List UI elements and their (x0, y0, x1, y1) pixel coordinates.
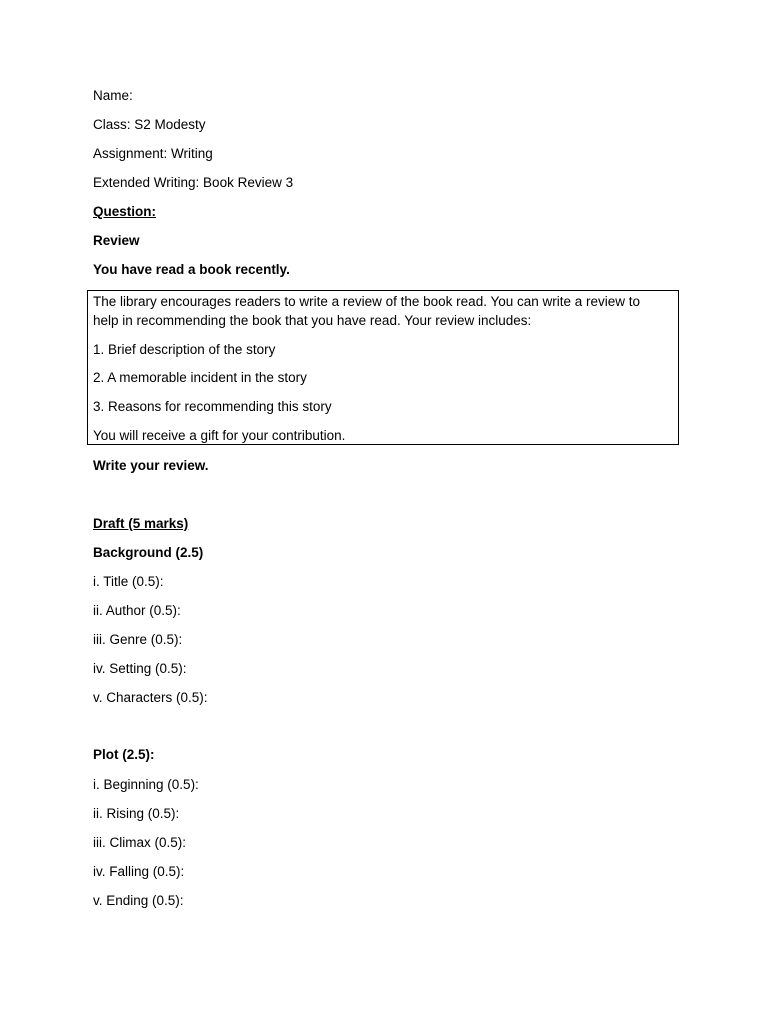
background-item: i. Title (0.5): (93, 574, 164, 589)
assignment-label: Assignment: Writing (93, 146, 213, 161)
task-box-item: 2. A memorable incident in the story (93, 370, 307, 385)
task-box-item: 3. Reasons for recommending this story (93, 399, 332, 414)
name-label: Name: (93, 88, 133, 103)
instruction-text: Write your review. (93, 458, 209, 473)
background-item: iii. Genre (0.5): (93, 632, 183, 647)
question-heading: Question: (93, 204, 156, 219)
background-item: v. Characters (0.5): (93, 690, 208, 705)
plot-item: v. Ending (0.5): (93, 893, 184, 908)
task-box-item: 1. Brief description of the story (93, 342, 276, 357)
task-box-closing: You will receive a gift for your contribution. (93, 428, 346, 443)
plot-item: i. Beginning (0.5): (93, 777, 199, 792)
plot-item: iii. Climax (0.5): (93, 835, 187, 850)
background-item: iv. Setting (0.5): (93, 661, 187, 676)
background-item: ii. Author (0.5): (93, 603, 181, 618)
task-box-line: The library encourages readers to write a review of the book read. You can write a review to (93, 294, 641, 309)
question-prompt: You have read a book recently. (93, 262, 290, 277)
task-box-line: help in recommending the book that you have read. Your review includes: (93, 313, 532, 328)
extended-writing-label: Extended Writing: Book Review 3 (93, 175, 294, 190)
background-heading: Background (2.5) (93, 545, 204, 560)
class-label: Class: S2 Modesty (93, 117, 206, 132)
task-box (87, 290, 679, 445)
plot-item: ii. Rising (0.5): (93, 806, 180, 821)
draft-heading: Draft (5 marks) (93, 516, 189, 531)
plot-item: iv. Falling (0.5): (93, 864, 185, 879)
plot-heading: Plot (2.5): (93, 747, 155, 762)
question-type: Review (93, 233, 140, 248)
